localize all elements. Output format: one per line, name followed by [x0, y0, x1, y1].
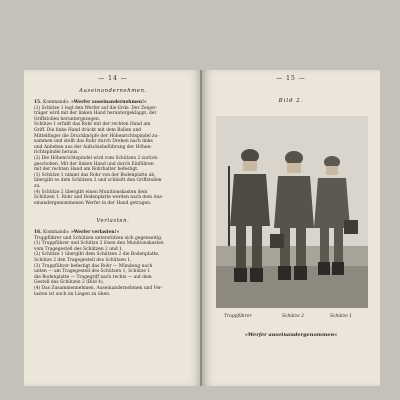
text-line: richtspindel heraus. — [34, 150, 79, 156]
text-line: mit der rechten Hand am Rohrhalter befestigt. — [34, 167, 139, 173]
text-line: (3) Schütze 1 nimmt das Rohr von der Bodenplatte ab, — [34, 172, 156, 178]
item-15 — [34, 100, 194, 206]
text-line: lasten ist auch im Liegen zu üben. — [34, 291, 111, 297]
text-line: Truppführer und Schützen unterstützen sich gegenseitig. — [34, 235, 163, 241]
text-line: Schütze 2 den Tragegestell des Schützen 1. — [34, 257, 132, 263]
text-line: und Anheben aus der Aufschiebeführung der Höhen- — [34, 144, 152, 150]
text-line: (2) Schütze 1 übergibt dem Schützen 2 die Bodenplatte, — [34, 252, 160, 258]
caption-truppfuehrer: Truppführer — [224, 314, 252, 319]
section-title-2: Verlasten. — [96, 218, 130, 224]
right-page — [202, 70, 380, 386]
text-line: Gestell des Schützen 2 (Bild 4). — [34, 280, 105, 286]
figure-label: Bild 2. — [278, 98, 304, 104]
text-line: geschoben. Mit der linken Hand und durch Einführen — [34, 161, 154, 167]
text-line: sammen und stellt das Rohr durch Drehen nach links — [34, 139, 153, 145]
text-line: unten — am Tragegestell des Schützen 1, Schütze 1 — [34, 269, 151, 275]
text-line: zu. — [34, 183, 41, 189]
caption-schuetze-1: Schütze 1 — [330, 314, 352, 319]
text-line: Griffstollen heruntergezogen. — [34, 116, 101, 122]
page-number: — 14 — — [98, 75, 128, 82]
text-line: (2) Die Höhenrichtspindel wird vom Schützen 2 zurück- — [34, 155, 159, 161]
caption-schuetze-2: Schütze 2 — [282, 314, 304, 319]
section-title: Auseinandernehmen. — [79, 88, 147, 94]
item-16 — [34, 230, 194, 297]
text-line: vom Tragegestell des Schützen 2 und 1. — [34, 246, 124, 252]
text-line: Mittelfinger die Druckknöpfe der Höhenrichtspindel zu- — [34, 133, 159, 139]
text-line: die Bodenplatte — Tragegriff nach rechts — auf dem — [34, 274, 152, 280]
text-line: einandergenommenen Werfer in der Hand getragen. — [34, 200, 152, 206]
left-page — [24, 70, 202, 386]
text-line: (1) Schütze 1 legt den Werfer auf die Erde. Der Zeiger- — [34, 105, 158, 111]
text-line: (4) Das Zusammennehmen, Auseinandernehmen und Ver- — [34, 285, 163, 291]
command-label: Kommando: — [43, 100, 70, 105]
command-label: Kommando: — [43, 230, 70, 235]
text-line: (3) Truppführer befestigt das Rohr — Mündung nach — [34, 263, 153, 269]
text-line: (4) Schütze 2 übergibt einen Munitionskasten dem — [34, 189, 148, 195]
text-line: Schütze 1 erfaßt das Rohr mit der rechten Hand am — [34, 122, 151, 128]
photo-title: »Werfer auseinandergenommen« — [244, 332, 338, 338]
item-number: 15. — [34, 100, 42, 105]
item-number: 16. — [34, 230, 42, 235]
soldiers-photo — [216, 116, 368, 308]
page-number: — 15 — — [276, 75, 306, 82]
text-line: träger wird mit der linken Hand heruntergeklappt, der — [34, 111, 157, 117]
text-line: Schützen 1. Rohr und Bodenplatte werden nach dem Aus- — [34, 195, 164, 201]
soldiers-photo-graphic — [216, 116, 368, 308]
command-text: »Werfer auseinandernehmen!« — [70, 100, 147, 105]
text-line: Griff. Die linke Hand drückt mit dem Ballen und — [34, 127, 142, 133]
text-line: (1) Truppführer und Schütze 2 lösen den Munitionskasten — [34, 241, 164, 247]
command-text: »Werfer verlasten!« — [70, 230, 120, 235]
text-line: übergibt es dem Schützen 2 und schließt den Griffstollen — [34, 178, 162, 184]
